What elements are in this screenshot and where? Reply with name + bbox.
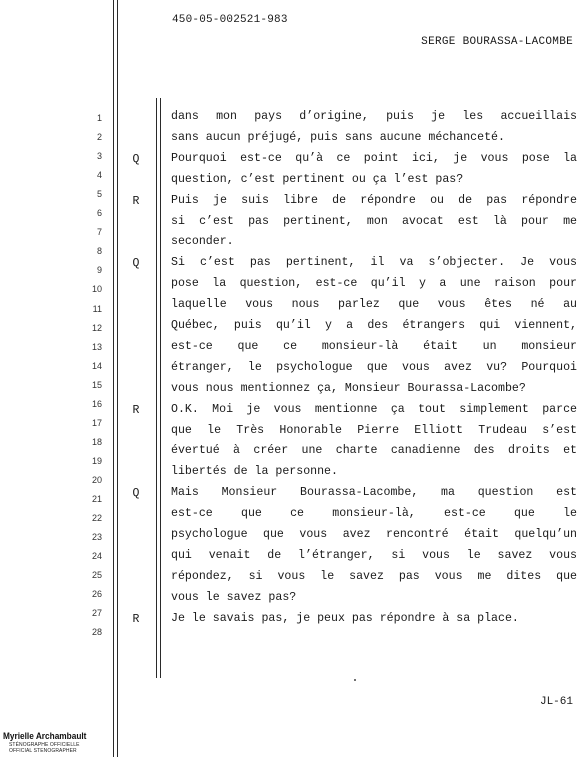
page-speck: [354, 679, 356, 681]
transcript-line: psychologue que vous avez rencontré était quelqu’un: [171, 528, 577, 541]
line-number: 6: [96, 208, 102, 219]
line-number: 12: [91, 322, 102, 333]
line-number: 2: [96, 132, 102, 143]
transcript-line: vous le savez pas?: [171, 590, 297, 604]
transcript-line: Pourquoi est-ce qu’à ce point ici, je vous pose la: [171, 151, 577, 165]
speaker-label: Q: [132, 487, 140, 501]
transcript-line: est-ce que ce monsieur-là, est-ce que le: [171, 507, 577, 521]
transcript-line: libertés de la personne.: [171, 465, 338, 479]
line-number: 4: [96, 170, 102, 181]
line-number: 28: [91, 627, 102, 638]
transcript-line: est-ce que ce monsieur-là était un monsieur: [171, 339, 577, 353]
line-number: 3: [96, 151, 102, 162]
page-id: JL-61: [539, 696, 573, 708]
speaker-label: Q: [132, 152, 140, 166]
transcript-line: Mais Monsieur Bourassa-Lacombe, ma question est: [171, 486, 577, 500]
speaker-column-rule-inner: [160, 98, 161, 678]
left-margin-rule-outer: [113, 0, 114, 757]
line-number: 16: [91, 398, 102, 409]
transcript-line: laquelle vous nous parlez que vous êtes né au: [171, 298, 577, 312]
stenographer-title-en: OFFICIAL STENOGRAPHER: [9, 748, 77, 754]
line-number: 18: [91, 436, 102, 447]
transcript-line: O.K. Moi je vous mentionne ça tout simplement parce: [171, 402, 577, 416]
line-number: 25: [91, 570, 102, 581]
line-number: 27: [91, 608, 102, 619]
line-number: 15: [91, 379, 102, 390]
transcript-line: Puis je suis libre de répondre ou de pas répondre: [171, 193, 577, 207]
line-number: 20: [91, 474, 102, 485]
transcript-line: Si c’est pas pertinent, il va s’objecter. Je vous: [171, 256, 577, 270]
transcript-line: vous nous mentionnez ça, Monsieur Bourassa-Lacombe?: [171, 381, 526, 395]
transcript-line: question, c’est pertinent ou ça l’est pas?: [171, 172, 464, 186]
speaker-column-rule-outer: [156, 98, 157, 678]
transcript-line: qui venait de l’étranger, si vous le savez vous: [171, 548, 577, 562]
speaker-label: Q: [132, 257, 140, 271]
transcript-line: répondez, si vous le savez pas vous me dites que: [171, 569, 577, 583]
line-number: 7: [96, 227, 102, 238]
transcript-line: sans aucun préjugé, puis sans aucune méchanceté.: [171, 130, 505, 144]
line-number: 8: [96, 246, 102, 257]
left-margin-rule-inner: [117, 0, 118, 757]
stenographer-title-fr: STÉNOGRAPHE OFFICIELLE: [9, 742, 80, 748]
transcript-line: dans mon pays d’origine, puis je les accueillais: [171, 110, 577, 123]
transcript-line: Québec, puis qu’il y a des étrangers qui viennent,: [171, 319, 577, 332]
line-number: 5: [96, 189, 102, 200]
transcript-line: pose la question, est-ce qu’il y a une raison pour: [171, 277, 577, 291]
line-number: 1: [96, 113, 102, 123]
line-number: 24: [91, 551, 102, 562]
transcript-line: si c’est pas pertinent, mon avocat est là pour me: [171, 214, 577, 228]
line-number: 14: [91, 360, 102, 371]
transcript-line: Je le savais pas, je peux pas répondre à sa place.: [171, 611, 519, 625]
transcript-line: que le Très Honorable Pierre Elliott Trudeau s’est: [171, 423, 577, 437]
line-number: 23: [91, 532, 102, 543]
line-number: 10: [91, 284, 102, 295]
file-number: 450-05-002521-983: [172, 14, 288, 26]
speaker-label: R: [132, 403, 140, 417]
line-number: 19: [91, 455, 102, 466]
line-number: 13: [91, 341, 102, 352]
transcript-line: seconder.: [171, 235, 234, 249]
witness-name: SERGE BOURASSA-LACOMBE: [421, 36, 573, 48]
line-number: 11: [92, 303, 102, 314]
speaker-label: R: [132, 194, 140, 208]
transcript-line: étranger, le psychologue que vous avez vu? Pourquoi: [171, 360, 577, 374]
transcript-line: évertué à créer une charte canadienne des droits et: [171, 444, 577, 458]
line-number: 22: [91, 513, 102, 524]
line-number: 9: [96, 265, 102, 276]
stenographer-name: Myrielle Archambault: [3, 731, 87, 741]
line-number: 26: [91, 589, 102, 600]
line-number: 17: [91, 417, 102, 428]
speaker-label: R: [132, 612, 140, 626]
line-number: 21: [91, 494, 102, 504]
